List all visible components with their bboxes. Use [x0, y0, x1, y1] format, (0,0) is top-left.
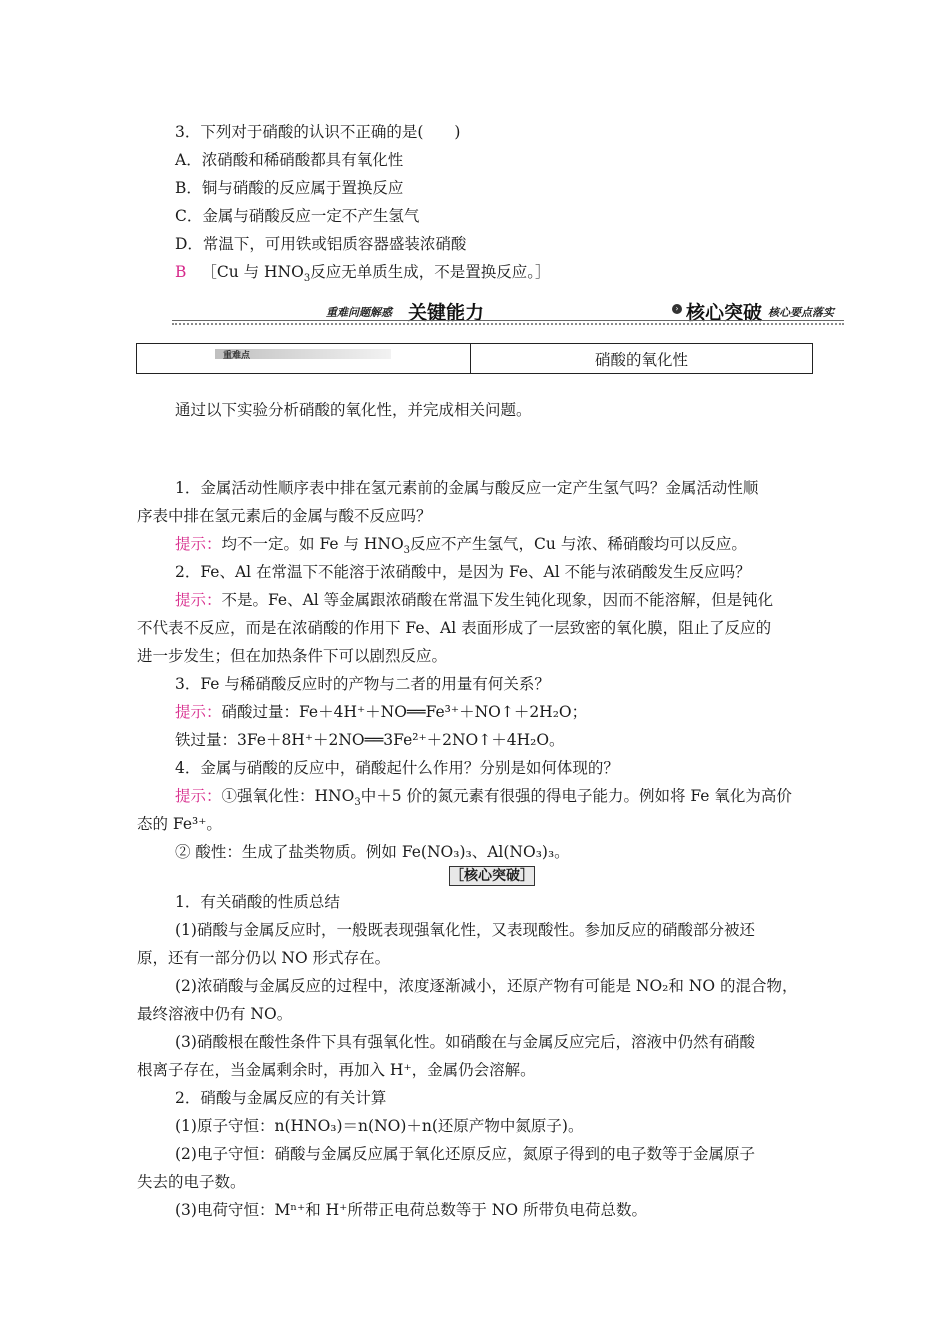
a4-line1-pre: ①强氧化性：HNO	[221, 787, 355, 805]
banner-title-left: 关键能力	[408, 302, 485, 324]
topic-title: 硝酸的氧化性	[594, 351, 688, 369]
core-s1-p2-line1: (2)浓硝酸与金属反应的过程中，浓度逐渐减小，还原产物有可能是 NO₂和 NO 的混合物，	[175, 977, 798, 995]
q2-line: 2．Fe、Al 在常温下不能溶于浓硝酸中，是因为 Fe、Al 不能与浓硝酸发生反应吗？	[175, 563, 751, 581]
core-s2-p3: (3)电荷守恒：Mⁿ⁺和 H⁺所带正电荷总数等于 NO 所带负电荷总数。	[175, 1201, 647, 1219]
a3-line1-text: 硝酸过量：Fe＋4H⁺＋NO══Fe³⁺＋NO↑＋2H₂O；	[221, 703, 588, 721]
intro-text: 通过以下实验分析硝酸的氧化性，并完成相关问题。	[175, 401, 532, 419]
banner-right-caption: 核心要点落实	[768, 306, 834, 319]
q1-line2: 序表中排在氢元素后的金属与酸不反应吗？	[137, 507, 432, 525]
a1-line	[175, 534, 747, 561]
core-breakthrough-tag: ［核心突破］	[450, 868, 534, 884]
core-s2-p1: (1)原子守恒：n(HNO₃)＝n(NO)＋n(还原产物中氮原子)。	[175, 1117, 584, 1135]
hint-label: 提示：	[175, 787, 222, 805]
banner-rule	[172, 320, 844, 321]
question-stem: 3．下列对于硝酸的认识不正确的是( )	[175, 123, 461, 141]
q1-line1: 1．金属活动性顺序表中排在氢元素前的金属与酸反应一定产生氢气吗？金属活动性顺	[175, 479, 759, 497]
answer-letter: B	[175, 263, 187, 281]
a4-line3: ② 酸性：生成了盐类物质。例如 Fe(NO₃)₃、Al(NO₃)₃。	[175, 843, 570, 861]
a2-line2: 不代表不反应，而是在浓硝酸的作用下 Fe、Al 表面形成了一层致密的氧化膜，阻止了反应的	[137, 619, 772, 637]
core-s2-p2-line1: (2)电子守恒：硝酸与金属反应属于氧化还原反应，氮原子得到的电子数等于金属原子	[175, 1145, 755, 1163]
a1-pre: 均不一定。如 Fe 与 HNO	[221, 535, 404, 553]
a3-line1	[175, 702, 587, 722]
option-c: C．金属与硝酸反应一定不产生氢气	[175, 207, 420, 225]
answer-explain-post: 反应无单质生成，不是置换反应。］	[310, 263, 551, 281]
topic-label: 重难点	[223, 351, 251, 361]
core-s2-title: 2．硝酸与金属反应的有关计算	[175, 1089, 387, 1107]
option-a: A．浓硝酸和稀硝酸都具有氧化性	[175, 151, 404, 169]
q4-line: 4．金属与硝酸的反应中，硝酸起什么作用？分别是如何体现的？	[175, 759, 619, 777]
core-s1-p3-line1: (3)硝酸根在酸性条件下具有强氧化性。如硝酸在与金属反应完后，溶液中仍然有硝酸	[175, 1033, 755, 1051]
hint-label: 提示：	[175, 535, 222, 553]
core-s1-p1-line2: 原，还有一部分仍以 NO 形式存在。	[137, 949, 391, 967]
answer-explain-sub: 3	[303, 273, 311, 285]
core-s1-title: 1．有关硝酸的性质总结	[175, 893, 340, 911]
banner-title-right: 核心突破	[686, 302, 763, 324]
banner-dotted-rule	[172, 323, 844, 325]
a4-line1-post: 中＋5 价的氮元素有很强的得电子能力。例如将 Fe 氧化为高价	[360, 787, 792, 805]
core-s2-p2-line2: 失去的电子数。	[137, 1173, 246, 1191]
a2-line1	[175, 590, 773, 610]
core-s1-p3-line2: 根离子存在，当金属剩余时，再加入 H⁺，金属仍会溶解。	[137, 1061, 536, 1079]
core-s1-p1-line1: (1)硝酸与金属反应时，一般既表现强氧化性，又表现酸性。参加反应的硝酸部分被还	[175, 921, 755, 939]
banner-arrow-icon: ›	[672, 304, 682, 314]
a1-post: 反应不产生氢气，Cu 与浓、稀硝酸均可以反应。	[410, 535, 747, 553]
a4-line2: 态的 Fe³⁺。	[137, 815, 222, 833]
a2-line3: 进一步发生；但在加热条件下可以剧烈反应。	[137, 647, 448, 665]
hint-label: 提示：	[175, 703, 222, 721]
q3-line: 3．Fe 与稀硝酸反应时的产物与二者的用量有何关系？	[175, 675, 550, 693]
a4-line1	[175, 786, 792, 813]
a3-line2: 铁过量：3Fe＋8H⁺＋2NO══3Fe²⁺＋2NO↑＋4H₂O。	[175, 731, 565, 749]
a1-sub: 3	[403, 545, 411, 557]
a2-line1-text: 不是。Fe、Al 等金属跟浓硝酸在常温下发生钝化现象，因而不能溶解，但是钝化	[221, 591, 774, 609]
banner-left-caption: 重难问题解惑	[326, 306, 392, 319]
a4-line1-sub: 3	[354, 797, 361, 809]
answer-explain-pre: ［Cu 与 HNO	[201, 263, 304, 281]
topic-table	[136, 343, 813, 374]
section-banner	[172, 298, 844, 326]
answer-line	[175, 262, 550, 289]
hint-label: 提示：	[175, 591, 222, 609]
option-d: D．常温下，可用铁或铝质容器盛装浓硝酸	[175, 235, 467, 253]
core-s1-p2-line2: 最终溶液中仍有 NO。	[137, 1005, 293, 1023]
option-b: B．铜与硝酸的反应属于置换反应	[175, 179, 404, 197]
topic-label-bar	[215, 349, 391, 359]
